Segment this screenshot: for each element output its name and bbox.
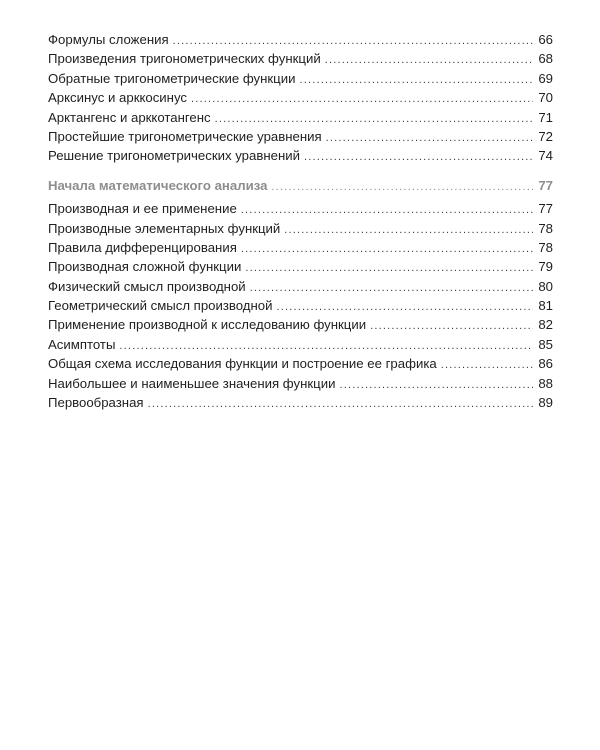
toc-entry-page: 86 [538, 356, 553, 372]
toc-entry-page: 88 [538, 375, 553, 391]
toc-entry-page: 78 [538, 239, 553, 255]
toc-entry-page: 82 [538, 317, 553, 333]
toc-entry-title: Наибольшее и наименьшее значения функции [48, 375, 336, 391]
toc-entry[interactable] [48, 354, 553, 373]
toc-entry-title: Правила дифференцирования [48, 239, 237, 255]
toc-entry-page: 89 [538, 395, 553, 411]
toc-entry-title: Формулы сложения [48, 32, 169, 47]
toc-entry-title: Асимптоты [48, 336, 116, 352]
toc-entry-title: Произведения тригонометрических функций [48, 51, 321, 67]
toc-entry-title: Первообразная [48, 395, 144, 411]
toc-entry-page: 68 [538, 51, 553, 67]
toc-leader-dots [325, 51, 533, 70]
toc-entry[interactable] [48, 374, 553, 393]
toc-entry-page: 74 [538, 148, 553, 164]
toc-leader-dots [245, 259, 533, 278]
toc-leader-dots [299, 71, 533, 90]
toc-entry[interactable] [48, 277, 553, 296]
toc-leader-dots [441, 356, 533, 375]
toc-entry-page: 80 [538, 278, 553, 294]
toc-entry-title: Геометрический смысл производной [48, 298, 273, 314]
toc-leader-dots [304, 148, 533, 167]
toc-entry[interactable] [48, 296, 553, 315]
toc-entry-title: Арксинус и арккосинус [48, 90, 187, 106]
toc-entry[interactable] [48, 30, 553, 49]
toc-entry[interactable] [48, 69, 553, 88]
toc-entry-title: Производные элементарных функций [48, 220, 281, 236]
toc-entry-page: 85 [538, 336, 553, 352]
toc-leader-dots [241, 201, 533, 220]
toc-entry[interactable] [48, 199, 553, 218]
toc-entry-page: 77 [538, 201, 553, 217]
toc-entry[interactable] [48, 335, 553, 354]
toc-entry-page: 79 [538, 259, 553, 275]
toc-entry-title: Решение тригонометрических уравнений [48, 148, 300, 164]
toc-entry[interactable] [48, 393, 553, 412]
toc-entry-page: 81 [538, 298, 553, 314]
table-of-contents [48, 30, 553, 412]
toc-entry-title: Физический смысл производной [48, 278, 246, 294]
toc-entry[interactable] [48, 315, 553, 334]
toc-leader-dots [326, 129, 533, 148]
toc-entry[interactable] [48, 219, 553, 238]
toc-entry[interactable] [48, 88, 553, 107]
toc-entry-title: Обратные тригонометрические функции [48, 70, 296, 86]
toc-entry-title: Простейшие тригонометрические уравнения [48, 128, 322, 144]
toc-entry-title: Производная и ее применение [48, 201, 237, 217]
toc-entry[interactable] [48, 49, 553, 68]
toc-entry-page: 71 [538, 109, 553, 125]
toc-leader-dots [148, 395, 533, 414]
toc-section-title: Начала математического анализа [48, 177, 268, 193]
toc-leader-dots [191, 90, 533, 109]
toc-leader-dots [241, 240, 533, 259]
toc-group-analysis [48, 199, 553, 412]
toc-entry-title: Общая схема исследования функции и построение ее графика [48, 356, 437, 372]
toc-group-trigonometry [48, 30, 553, 166]
toc-leader-dots [370, 317, 533, 336]
toc-leader-dots [271, 178, 533, 197]
toc-entry[interactable] [48, 257, 553, 276]
toc-entry-page: 78 [538, 220, 553, 236]
toc-entry[interactable] [48, 127, 553, 146]
toc-section-heading[interactable] [48, 176, 553, 195]
toc-entry[interactable] [48, 108, 553, 127]
toc-leader-dots [250, 279, 533, 298]
toc-entry[interactable] [48, 238, 553, 257]
toc-entry-page: 70 [538, 90, 553, 106]
toc-leader-dots [284, 221, 533, 240]
toc-leader-dots [339, 376, 533, 395]
toc-entry-page: 72 [538, 128, 553, 144]
toc-entry-title: Производная сложной функции [48, 259, 242, 275]
toc-entry-title: Арктангенс и арккотангенс [48, 109, 211, 125]
toc-entry-page: 66 [538, 32, 553, 47]
toc-section-page: 77 [538, 177, 553, 193]
toc-entry[interactable] [48, 146, 553, 165]
toc-entry-page: 69 [538, 70, 553, 86]
toc-entry-title: Применение производной к исследованию функции [48, 317, 367, 333]
